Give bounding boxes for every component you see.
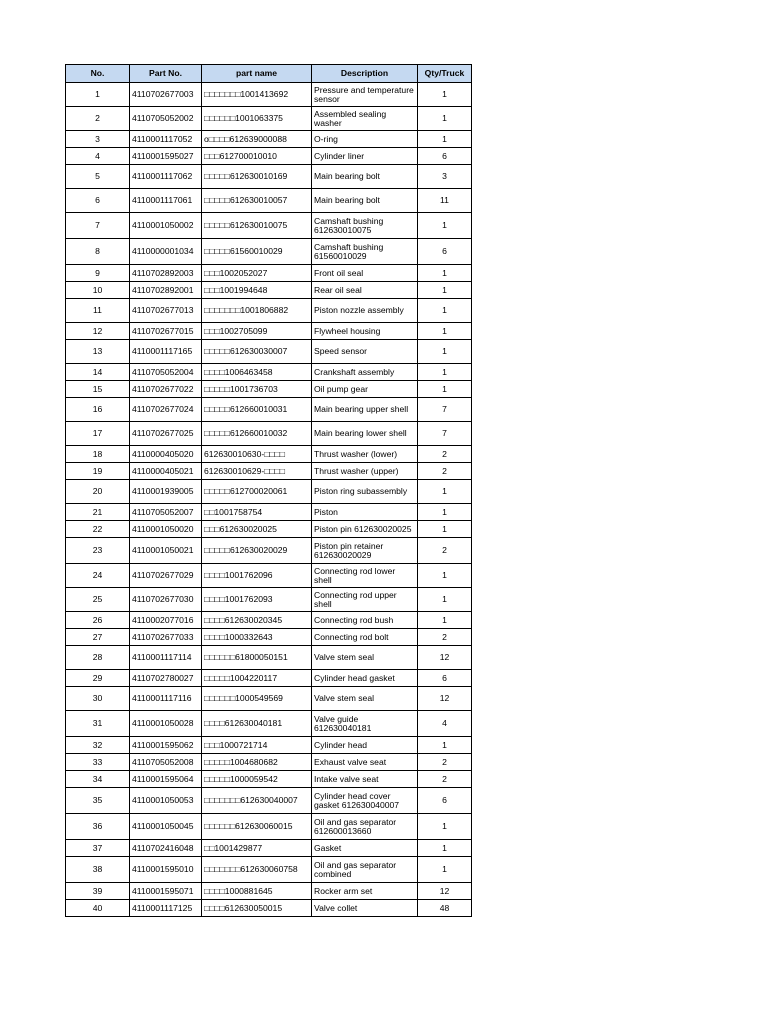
table-row (66, 754, 472, 771)
cell-qty: 1 (418, 282, 472, 299)
table-row (66, 165, 472, 189)
table-row (66, 83, 472, 107)
cell-qty: 48 (418, 900, 472, 917)
cell-no: 29 (66, 670, 130, 687)
cell-description: Main bearing bolt (312, 165, 418, 189)
header-qty-truck: Qty/Truck (418, 65, 472, 83)
cell-part-no: 4110702677024 (130, 398, 202, 422)
cell-no: 36 (66, 814, 130, 840)
cell-description: Intake valve seat (312, 771, 418, 788)
cell-part-name: □□□□□□□1001806882 (202, 299, 312, 323)
cell-qty: 1 (418, 840, 472, 857)
cell-description: Thrust washer (upper) (312, 463, 418, 480)
cell-description: Connecting rod lower shell (312, 564, 418, 588)
cell-no: 25 (66, 588, 130, 612)
cell-description: Pressure and temperature sensor (312, 83, 418, 107)
cell-no: 7 (66, 213, 130, 239)
cell-no: 17 (66, 422, 130, 446)
cell-no: 18 (66, 446, 130, 463)
cell-part-name: □□□1001994648 (202, 282, 312, 299)
cell-qty: 1 (418, 521, 472, 538)
cell-qty: 12 (418, 883, 472, 900)
cell-part-no: 4110001595064 (130, 771, 202, 788)
cell-part-no: 4110705052002 (130, 107, 202, 131)
cell-no: 31 (66, 711, 130, 737)
cell-part-no: 4110702677015 (130, 323, 202, 340)
cell-part-name: □□□□□612630020029 (202, 538, 312, 564)
cell-qty: 6 (418, 148, 472, 165)
table-row (66, 840, 472, 857)
cell-no: 37 (66, 840, 130, 857)
cell-qty: 2 (418, 446, 472, 463)
cell-part-name: □□1001429877 (202, 840, 312, 857)
cell-part-name: □□□□□612700020061 (202, 480, 312, 504)
cell-no: 21 (66, 504, 130, 521)
cell-no: 27 (66, 629, 130, 646)
cell-part-name: □□□□□1000059542 (202, 771, 312, 788)
cell-no: 40 (66, 900, 130, 917)
cell-qty: 1 (418, 107, 472, 131)
table-row (66, 364, 472, 381)
cell-description: Cylinder head (312, 737, 418, 754)
cell-no: 20 (66, 480, 130, 504)
cell-qty: 1 (418, 265, 472, 282)
table-row (66, 381, 472, 398)
table-row (66, 564, 472, 588)
cell-part-no: 4110001117114 (130, 646, 202, 670)
cell-description: Flywheel housing (312, 323, 418, 340)
cell-qty: 1 (418, 857, 472, 883)
cell-part-name: 612630010630-□□□□ (202, 446, 312, 463)
cell-part-no: 4110702677033 (130, 629, 202, 646)
cell-no: 12 (66, 323, 130, 340)
table-row (66, 612, 472, 629)
cell-part-name: □□□□□□□612630040007 (202, 788, 312, 814)
cell-part-no: 4110000001034 (130, 239, 202, 265)
cell-part-no: 4110001117165 (130, 340, 202, 364)
table-row (66, 900, 472, 917)
cell-description: Thrust washer (lower) (312, 446, 418, 463)
cell-description: Valve stem seal (312, 687, 418, 711)
cell-qty: 1 (418, 814, 472, 840)
cell-description: Oil and gas separator combined (312, 857, 418, 883)
cell-qty: 1 (418, 340, 472, 364)
header-description: Description (312, 65, 418, 83)
cell-part-no: 4110702677029 (130, 564, 202, 588)
cell-part-no: 4110001050053 (130, 788, 202, 814)
cell-part-name: □□□□□□1000549569 (202, 687, 312, 711)
cell-part-name: □□□□□□□1001413692 (202, 83, 312, 107)
cell-qty: 1 (418, 83, 472, 107)
cell-qty: 2 (418, 754, 472, 771)
cell-part-name: □□□1002705099 (202, 323, 312, 340)
cell-part-name: □□□□□612630010075 (202, 213, 312, 239)
cell-qty: 1 (418, 588, 472, 612)
cell-part-no: 4110001117052 (130, 131, 202, 148)
cell-part-no: 4110001595062 (130, 737, 202, 754)
cell-part-name: □□1001758754 (202, 504, 312, 521)
cell-description: Crankshaft assembly (312, 364, 418, 381)
cell-no: 11 (66, 299, 130, 323)
cell-part-name: □□□612700010010 (202, 148, 312, 165)
table-row (66, 189, 472, 213)
cell-no: 5 (66, 165, 130, 189)
cell-part-no: 4110705052004 (130, 364, 202, 381)
cell-no: 32 (66, 737, 130, 754)
cell-part-no: 4110702892003 (130, 265, 202, 282)
table-row (66, 446, 472, 463)
cell-description: Oil pump gear (312, 381, 418, 398)
cell-qty: 1 (418, 299, 472, 323)
cell-description: Connecting rod bush (312, 612, 418, 629)
cell-part-name: □□□□□612630010057 (202, 189, 312, 213)
cell-part-no: 4110001050028 (130, 711, 202, 737)
cell-qty: 1 (418, 504, 472, 521)
cell-no: 35 (66, 788, 130, 814)
parts-table (65, 64, 472, 917)
cell-part-no: 4110705052008 (130, 754, 202, 771)
cell-part-no: 4110001117116 (130, 687, 202, 711)
cell-description: Camshaft bushing 61560010029 (312, 239, 418, 265)
cell-qty: 1 (418, 381, 472, 398)
cell-part-no: 4110002077016 (130, 612, 202, 629)
cell-no: 13 (66, 340, 130, 364)
cell-part-name: □□□612630020025 (202, 521, 312, 538)
cell-no: 1 (66, 83, 130, 107)
cell-description: Piston (312, 504, 418, 521)
cell-qty: 11 (418, 189, 472, 213)
cell-description: Rocker arm set (312, 883, 418, 900)
table-row (66, 771, 472, 788)
cell-qty: 2 (418, 629, 472, 646)
table-row (66, 213, 472, 239)
cell-no: 2 (66, 107, 130, 131)
table-row (66, 588, 472, 612)
header-part-name: part name (202, 65, 312, 83)
cell-part-name: □□□□□□61800050151 (202, 646, 312, 670)
cell-qty: 7 (418, 398, 472, 422)
cell-description: Connecting rod upper shell (312, 588, 418, 612)
cell-part-name: □□□□1001762093 (202, 588, 312, 612)
cell-qty: 6 (418, 788, 472, 814)
cell-qty: 1 (418, 480, 472, 504)
cell-qty: 2 (418, 538, 472, 564)
cell-description: O-ring (312, 131, 418, 148)
table-row (66, 107, 472, 131)
cell-description: Piston ring subassembly (312, 480, 418, 504)
cell-no: 10 (66, 282, 130, 299)
cell-part-no: 4110702677003 (130, 83, 202, 107)
cell-part-name: □□□□□□□612630060758 (202, 857, 312, 883)
cell-part-name: □□□□□1004220117 (202, 670, 312, 687)
cell-qty: 2 (418, 771, 472, 788)
cell-part-no: 4110001117062 (130, 165, 202, 189)
cell-description: Exhaust valve seat (312, 754, 418, 771)
cell-no: 3 (66, 131, 130, 148)
table-row (66, 883, 472, 900)
cell-part-no: 4110001117061 (130, 189, 202, 213)
table-row (66, 131, 472, 148)
cell-part-name: □□□□□61560010029 (202, 239, 312, 265)
table-row (66, 480, 472, 504)
cell-description: Rear oil seal (312, 282, 418, 299)
cell-no: 23 (66, 538, 130, 564)
header-no: No. (66, 65, 130, 83)
cell-no: 14 (66, 364, 130, 381)
cell-part-name: □□□□612630050015 (202, 900, 312, 917)
table-row (66, 282, 472, 299)
table-row (66, 521, 472, 538)
cell-part-no: 4110001050002 (130, 213, 202, 239)
table-row (66, 814, 472, 840)
cell-part-name: □□□□□1004680682 (202, 754, 312, 771)
cell-description: Gasket (312, 840, 418, 857)
cell-qty: 1 (418, 323, 472, 340)
cell-part-name: □□□1000721714 (202, 737, 312, 754)
cell-part-name: □□□□□□612630060015 (202, 814, 312, 840)
table-row (66, 265, 472, 282)
cell-no: 6 (66, 189, 130, 213)
table-row (66, 711, 472, 737)
cell-qty: 2 (418, 463, 472, 480)
table-row (66, 629, 472, 646)
cell-part-name: □□□□612630040181 (202, 711, 312, 737)
cell-part-no: 4110001050021 (130, 538, 202, 564)
cell-part-name: □□□□□612630030007 (202, 340, 312, 364)
cell-no: 19 (66, 463, 130, 480)
cell-description: Camshaft bushing 612630010075 (312, 213, 418, 239)
cell-qty: 3 (418, 165, 472, 189)
cell-qty: 12 (418, 646, 472, 670)
cell-description: Piston pin retainer 612630020029 (312, 538, 418, 564)
cell-no: 22 (66, 521, 130, 538)
cell-part-no: 4110702677013 (130, 299, 202, 323)
cell-part-no: 4110702416048 (130, 840, 202, 857)
cell-description: Front oil seal (312, 265, 418, 282)
table-row (66, 538, 472, 564)
cell-description: Piston nozzle assembly (312, 299, 418, 323)
cell-description: Cylinder liner (312, 148, 418, 165)
table-row (66, 299, 472, 323)
cell-qty: 1 (418, 131, 472, 148)
cell-no: 16 (66, 398, 130, 422)
cell-part-no: 4110702677030 (130, 588, 202, 612)
cell-part-name: □□□□□1001736703 (202, 381, 312, 398)
cell-part-name: □□□□□□1001063375 (202, 107, 312, 131)
table-row (66, 463, 472, 480)
cell-part-no: 4110001939005 (130, 480, 202, 504)
cell-description: Cylinder head cover gasket 612630040007 (312, 788, 418, 814)
cell-description: Piston pin 612630020025 (312, 521, 418, 538)
cell-description: Assembled sealing washer (312, 107, 418, 131)
cell-part-no: 4110001595010 (130, 857, 202, 883)
cell-part-name: o□□□□612639000088 (202, 131, 312, 148)
table-row (66, 422, 472, 446)
cell-part-name: □□□□612630020345 (202, 612, 312, 629)
table-row (66, 398, 472, 422)
cell-no: 8 (66, 239, 130, 265)
cell-part-name: □□□1002052027 (202, 265, 312, 282)
cell-no: 15 (66, 381, 130, 398)
cell-qty: 1 (418, 213, 472, 239)
table-row (66, 857, 472, 883)
cell-part-no: 4110702892001 (130, 282, 202, 299)
cell-no: 4 (66, 148, 130, 165)
table-row (66, 646, 472, 670)
cell-description: Main bearing lower shell (312, 422, 418, 446)
cell-part-name: □□□□1000881645 (202, 883, 312, 900)
cell-part-no: 4110001050020 (130, 521, 202, 538)
cell-part-no: 4110001050045 (130, 814, 202, 840)
cell-part-no: 4110705052007 (130, 504, 202, 521)
table-row (66, 340, 472, 364)
cell-description: Main bearing bolt (312, 189, 418, 213)
cell-qty: 1 (418, 564, 472, 588)
cell-qty: 1 (418, 364, 472, 381)
cell-no: 34 (66, 771, 130, 788)
cell-no: 28 (66, 646, 130, 670)
cell-no: 9 (66, 265, 130, 282)
cell-description: Oil and gas separator 612600013660 (312, 814, 418, 840)
cell-no: 26 (66, 612, 130, 629)
table-row (66, 504, 472, 521)
table-row (66, 670, 472, 687)
cell-description: Main bearing upper shell (312, 398, 418, 422)
cell-no: 33 (66, 754, 130, 771)
cell-part-no: 4110000405020 (130, 446, 202, 463)
table-row (66, 148, 472, 165)
cell-description: Valve guide 612630040181 (312, 711, 418, 737)
cell-part-no: 4110702677025 (130, 422, 202, 446)
cell-part-no: 4110702677022 (130, 381, 202, 398)
table-row (66, 239, 472, 265)
cell-part-name: □□□□1001762096 (202, 564, 312, 588)
table-header-row (66, 65, 472, 83)
table-row (66, 687, 472, 711)
cell-part-name: □□□□□612630010169 (202, 165, 312, 189)
cell-part-name: □□□□1000332643 (202, 629, 312, 646)
cell-no: 24 (66, 564, 130, 588)
cell-part-name: □□□□□612660010031 (202, 398, 312, 422)
cell-part-name: □□□□1006463458 (202, 364, 312, 381)
cell-no: 30 (66, 687, 130, 711)
cell-part-no: 4110001117125 (130, 900, 202, 917)
cell-qty: 7 (418, 422, 472, 446)
cell-no: 39 (66, 883, 130, 900)
cell-qty: 6 (418, 670, 472, 687)
table-row (66, 323, 472, 340)
cell-qty: 1 (418, 737, 472, 754)
cell-part-no: 4110702780027 (130, 670, 202, 687)
cell-part-no: 4110000405021 (130, 463, 202, 480)
cell-qty: 1 (418, 612, 472, 629)
cell-description: Valve collet (312, 900, 418, 917)
header-part-no: Part No. (130, 65, 202, 83)
cell-part-name: 612630010629-□□□□ (202, 463, 312, 480)
table-row (66, 737, 472, 754)
cell-description: Cylinder head gasket (312, 670, 418, 687)
table-body (66, 83, 472, 917)
cell-description: Connecting rod bolt (312, 629, 418, 646)
cell-description: Valve stem seal (312, 646, 418, 670)
cell-qty: 12 (418, 687, 472, 711)
cell-qty: 4 (418, 711, 472, 737)
cell-description: Speed sensor (312, 340, 418, 364)
cell-part-name: □□□□□612660010032 (202, 422, 312, 446)
table-row (66, 788, 472, 814)
cell-part-no: 4110001595071 (130, 883, 202, 900)
cell-part-no: 4110001595027 (130, 148, 202, 165)
cell-no: 38 (66, 857, 130, 883)
cell-qty: 6 (418, 239, 472, 265)
